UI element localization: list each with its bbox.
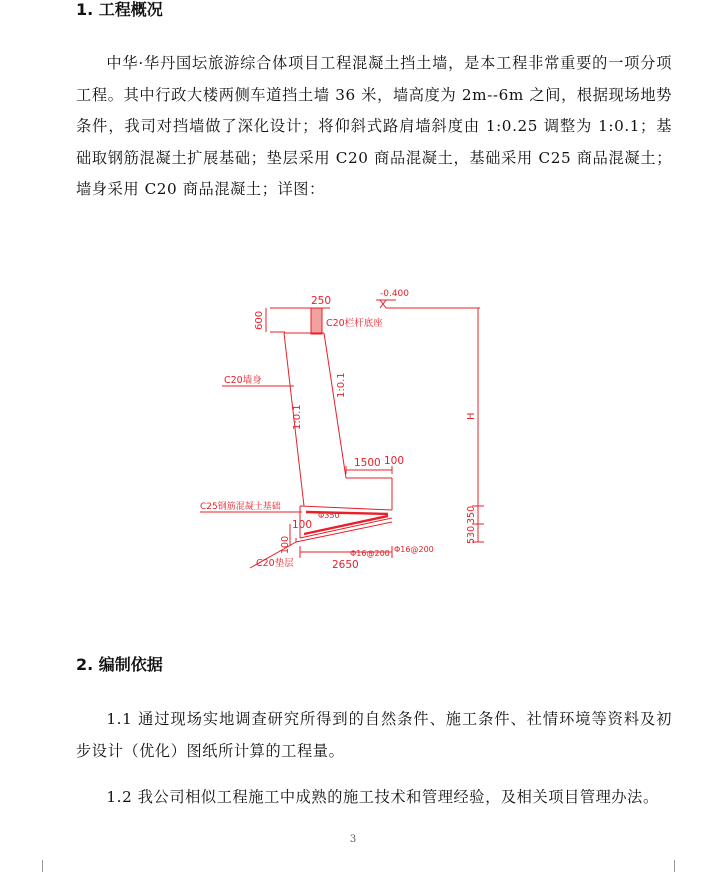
dim-cushion-thick: 100 xyxy=(280,535,291,554)
slope-right: 1:0.1 xyxy=(336,372,347,398)
rebar-b: Φ16@200 xyxy=(350,549,390,558)
dim-top-width: 250 xyxy=(311,295,332,307)
level-mark: -0.400 xyxy=(380,289,410,299)
basis-item-1: 1.1 通过现场实地调查研究所得到的自然条件、施工条件、社情环境等资料及初步设计（优化）图纸所计算的工程量。 xyxy=(76,710,672,760)
cap-label: C20栏杆底座 xyxy=(326,318,383,329)
rebar-a: Φ350 xyxy=(318,511,340,520)
margin-mark-left xyxy=(30,860,43,872)
dim-bottom-height: 530 xyxy=(466,525,477,544)
slope-left: 1:0.1 xyxy=(292,404,303,430)
height-label: H xyxy=(466,412,477,420)
dim-toe-width: 1500 xyxy=(354,457,381,469)
retaining-wall-drawing xyxy=(0,280,706,580)
section-2-heading: 2. 编制依据 xyxy=(76,655,163,674)
page-number: 3 xyxy=(349,834,357,845)
dim-base-width: 2650 xyxy=(332,559,359,571)
dim-base-height: 350 xyxy=(466,505,477,524)
base-label: C25钢筋混凝土基础 xyxy=(200,502,281,512)
basis-item-2: 1.2 我公司相似工程施工中成熟的施工技术和管理经验，及相关项目管理办法。 xyxy=(106,788,659,806)
section-1-heading: 1. 工程概况 xyxy=(76,0,163,19)
section-1-paragraph: 中华·华丹国坛旅游综合体项目工程混凝土挡土墙，是本工程非常重要的一项分项工程。其中行政大楼两侧车道挡土墙 36 米，墙高度为 2m--6m 之间，根据现场地势条件，我司对挡墙做了深化设计；将仰斜式路肩墙斜度由 1:0.25 调整为 1:0.1；基础取钢筋混凝土扩展基础；垫层采用 C20 商品混凝土，基础采用 C25 商品混凝土；墙身采用 C20 商品混凝土；详图： xyxy=(76,54,672,198)
dim-cushion-offset: 100 xyxy=(292,519,313,531)
margin-mark-right xyxy=(674,860,687,872)
rebar-c: Φ16@200 xyxy=(394,545,434,554)
wall-label: C20墙身 xyxy=(224,375,262,386)
dim-cap-height: 600 xyxy=(254,310,265,330)
cushion-label: C20垫层 xyxy=(256,558,294,569)
dim-toe-offset: 100 xyxy=(384,455,405,467)
